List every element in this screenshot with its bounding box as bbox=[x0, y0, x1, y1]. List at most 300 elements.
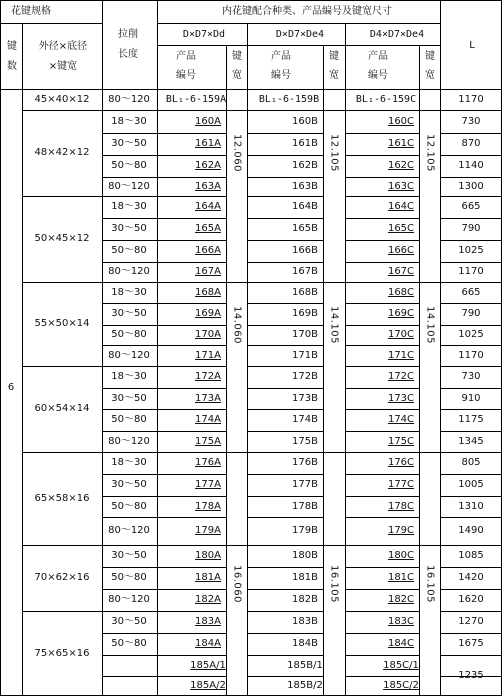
key-width-fit3: 12.105 bbox=[424, 134, 436, 172]
grid-hline bbox=[440, 496, 502, 497]
product-code-c: BL₁-6-159C bbox=[355, 93, 417, 105]
grid-hline bbox=[440, 474, 502, 475]
broach-length: 50～80 bbox=[111, 245, 147, 256]
grid-vline bbox=[247, 23, 248, 696]
product-code-b: 180B bbox=[292, 550, 318, 561]
broach-length: 50～80 bbox=[111, 160, 147, 171]
grid-hline bbox=[440, 409, 502, 410]
product-code-a: 181A bbox=[195, 572, 221, 583]
header-width-2a: 宽 bbox=[232, 70, 242, 81]
grid-hline bbox=[102, 303, 226, 304]
length-L: 1235 bbox=[458, 669, 484, 681]
grid-hline bbox=[247, 325, 323, 326]
grid-hline bbox=[102, 345, 226, 346]
grid-hline bbox=[345, 655, 419, 656]
grid-hline bbox=[247, 218, 323, 219]
grid-hline bbox=[22, 452, 102, 453]
product-code-b: 175B bbox=[292, 435, 318, 447]
length-L: 1490 bbox=[458, 525, 484, 536]
spline-dims: 70×62×16 bbox=[34, 572, 90, 583]
grid-hline bbox=[247, 655, 323, 656]
grid-vline bbox=[226, 45, 227, 696]
broach-length: 18～30 bbox=[111, 371, 147, 382]
grid-left bbox=[0, 0, 1, 696]
grid-hline bbox=[345, 676, 419, 677]
product-code-a: 160A bbox=[195, 115, 221, 127]
length-L: 1025 bbox=[458, 245, 484, 256]
grid-hline bbox=[22, 366, 102, 367]
broach-length: 80～120 bbox=[108, 435, 150, 447]
header-width-1a: 键 bbox=[232, 51, 242, 62]
grid-hline bbox=[345, 431, 419, 432]
product-code-a: 182A bbox=[195, 594, 221, 605]
broach-length: 50～80 bbox=[111, 329, 147, 340]
product-code-c: 184C bbox=[387, 638, 415, 649]
grid-hline bbox=[345, 240, 419, 241]
header-key-count-1: 键 bbox=[7, 41, 17, 52]
broach-length: 80～120 bbox=[108, 266, 150, 277]
grid-hline bbox=[345, 282, 419, 283]
product-code-b: 179B bbox=[292, 525, 318, 536]
grid-hline bbox=[345, 567, 419, 568]
product-code-c: 167C bbox=[387, 266, 415, 277]
product-code-c: 171C bbox=[387, 349, 415, 361]
broach-length: 30～50 bbox=[111, 138, 147, 149]
grid-hline bbox=[345, 496, 419, 497]
product-code-b: 173B bbox=[292, 392, 318, 404]
grid-hline bbox=[157, 45, 440, 46]
grid-hline bbox=[345, 409, 419, 410]
grid-hline bbox=[102, 262, 226, 263]
grid-hline bbox=[323, 282, 345, 283]
grid-hline bbox=[247, 345, 323, 346]
product-code-a: 163A bbox=[195, 180, 221, 192]
grid-hline bbox=[247, 567, 323, 568]
product-code-a: 175A bbox=[195, 435, 221, 447]
broach-length: 18～30 bbox=[111, 201, 147, 212]
product-code-c: 181C bbox=[387, 572, 415, 583]
product-code-a: 166A bbox=[195, 245, 221, 256]
product-code-c: 161C bbox=[387, 138, 415, 149]
grid-hline bbox=[440, 431, 502, 432]
length-L: 1175 bbox=[458, 414, 484, 425]
product-code-c: 178C bbox=[387, 500, 415, 512]
grid-hline bbox=[102, 452, 226, 453]
length-L: 1170 bbox=[458, 266, 484, 277]
product-code-a: 165A bbox=[195, 223, 221, 234]
header-spline-spec: 花键规格 bbox=[11, 6, 51, 17]
grid-hline bbox=[157, 23, 440, 24]
length-L: 910 bbox=[461, 392, 481, 404]
grid-hline bbox=[247, 196, 323, 197]
product-code-b: 172B bbox=[292, 371, 318, 382]
grid-hline bbox=[345, 303, 419, 304]
header-dims-1: 外径×底径 bbox=[38, 41, 88, 52]
grid-hline bbox=[247, 589, 323, 590]
grid-hline bbox=[102, 589, 226, 590]
length-L: 1310 bbox=[458, 500, 484, 512]
grid-hline bbox=[247, 388, 323, 389]
grid-hline bbox=[102, 496, 226, 497]
length-L: 1170 bbox=[458, 93, 484, 105]
product-code-a: 185A/1 bbox=[190, 659, 226, 671]
grid-hline bbox=[102, 366, 226, 367]
product-code-b: 170B bbox=[292, 329, 318, 340]
grid-vline bbox=[440, 0, 441, 696]
product-code-b: 160B bbox=[292, 115, 318, 127]
grid-hline bbox=[247, 155, 323, 156]
grid-hline bbox=[345, 545, 419, 546]
product-code-c: 170C bbox=[387, 329, 415, 340]
grid-hline bbox=[247, 240, 323, 241]
header-broach-length-2: 长度 bbox=[118, 49, 138, 60]
product-code-a: 171A bbox=[195, 349, 221, 361]
grid-hline bbox=[345, 218, 419, 219]
header-fit-2: D×D7×De4 bbox=[275, 29, 325, 40]
grid-hline bbox=[102, 177, 226, 178]
product-code-b: 171B bbox=[292, 349, 318, 361]
length-L: 1675 bbox=[458, 638, 484, 649]
product-code-c: 180C bbox=[387, 550, 415, 561]
spline-dims: 45×40×12 bbox=[34, 93, 90, 105]
product-code-b: 177B bbox=[292, 479, 318, 490]
product-code-b: 182B bbox=[292, 594, 318, 605]
grid-hline bbox=[102, 89, 226, 90]
product-code-a: 183A bbox=[195, 616, 221, 627]
broach-length: 30～50 bbox=[111, 392, 147, 404]
grid-hline bbox=[102, 431, 226, 432]
grid-hline bbox=[247, 409, 323, 410]
product-code-c: 174C bbox=[387, 414, 415, 425]
product-code-c: 160C bbox=[387, 115, 415, 127]
grid-hline bbox=[102, 409, 226, 410]
product-code-b: 185B/1 bbox=[287, 659, 323, 671]
grid-hline bbox=[247, 133, 323, 134]
length-L: 1140 bbox=[458, 160, 484, 171]
product-code-c: 173C bbox=[387, 392, 415, 404]
grid-hline bbox=[419, 282, 440, 283]
header-prod-2c: 编号 bbox=[368, 70, 388, 81]
product-code-c: 179C bbox=[387, 525, 415, 536]
grid-vline bbox=[157, 0, 158, 696]
key-width-fit2: 16.105 bbox=[328, 565, 340, 603]
grid-hline bbox=[22, 110, 102, 111]
product-code-b: 161B bbox=[292, 138, 318, 149]
grid-hline bbox=[345, 110, 419, 111]
product-code-b: 185B/2 bbox=[287, 680, 323, 691]
grid-hline bbox=[247, 431, 323, 432]
grid-hline bbox=[419, 110, 440, 111]
grid-hline bbox=[22, 545, 102, 546]
product-code-b: BL₁-6-159B bbox=[258, 93, 320, 105]
key-width-fit3: 16.105 bbox=[424, 565, 436, 603]
grid-hline bbox=[22, 89, 102, 90]
product-code-c: 182C bbox=[387, 594, 415, 605]
product-code-a: 169A bbox=[195, 308, 221, 319]
product-code-b: 167B bbox=[292, 266, 318, 277]
grid-hline bbox=[102, 133, 226, 134]
product-code-c: 176C bbox=[387, 457, 415, 468]
grid-hline bbox=[345, 517, 419, 518]
broach-length: 30～50 bbox=[111, 479, 147, 490]
grid-hline bbox=[440, 567, 502, 568]
header-prod-2a: 编号 bbox=[176, 70, 196, 81]
grid-hline bbox=[419, 545, 440, 546]
key-count-value: 6 bbox=[7, 382, 15, 393]
product-code-b: 164B bbox=[292, 201, 318, 212]
grid-hline bbox=[247, 366, 323, 367]
product-code-c: 165C bbox=[387, 223, 415, 234]
grid-hline bbox=[345, 452, 419, 453]
product-code-b: 162B bbox=[292, 160, 318, 171]
product-code-a: 178A bbox=[195, 500, 221, 512]
product-code-c: 162C bbox=[387, 160, 415, 171]
product-code-b: 183B bbox=[292, 616, 318, 627]
length-L: 1005 bbox=[458, 479, 484, 490]
product-code-b: 169B bbox=[292, 308, 318, 319]
grid-hline bbox=[345, 474, 419, 475]
length-L: 805 bbox=[461, 457, 481, 468]
grid-vline bbox=[323, 45, 324, 696]
spline-dims: 48×42×12 bbox=[34, 147, 90, 158]
grid-hline bbox=[440, 611, 502, 612]
length-L: 1300 bbox=[458, 180, 484, 192]
grid-hline bbox=[345, 196, 419, 197]
header-fit-title: 内花键配合种类、产品编号及键宽尺寸 bbox=[222, 6, 392, 17]
product-code-b: 163B bbox=[292, 180, 318, 192]
grid-hline bbox=[226, 89, 247, 90]
header-L: L bbox=[469, 40, 475, 51]
grid-hline bbox=[323, 545, 345, 546]
broach-length: 80～120 bbox=[108, 594, 150, 605]
grid-hline bbox=[440, 282, 502, 283]
length-L: 1085 bbox=[458, 550, 484, 561]
grid-hline bbox=[440, 452, 502, 453]
length-L: 1025 bbox=[458, 329, 484, 340]
grid-vline bbox=[345, 23, 346, 696]
grid-hline bbox=[247, 517, 323, 518]
product-code-a: 180A bbox=[195, 550, 221, 561]
grid-hline bbox=[345, 133, 419, 134]
length-L: 1420 bbox=[458, 572, 484, 583]
product-code-a: 173A bbox=[195, 392, 221, 404]
grid-hline bbox=[345, 345, 419, 346]
grid-hline bbox=[345, 89, 419, 90]
product-code-a: 167A bbox=[195, 266, 221, 277]
broach-length: 80～120 bbox=[108, 180, 150, 192]
header-width-2c: 宽 bbox=[425, 70, 435, 81]
broach-length: 18～30 bbox=[111, 286, 147, 298]
grid-hline bbox=[247, 496, 323, 497]
length-L: 730 bbox=[461, 371, 481, 382]
product-code-b: 165B bbox=[292, 223, 318, 234]
grid-hline bbox=[102, 676, 226, 677]
key-width-fit1: 14.060 bbox=[231, 306, 243, 344]
length-L: 790 bbox=[461, 308, 481, 319]
grid-hline bbox=[440, 366, 502, 367]
grid-hline bbox=[345, 177, 419, 178]
grid-hline bbox=[440, 589, 502, 590]
product-code-b: 166B bbox=[292, 245, 318, 256]
grid-hline bbox=[440, 218, 502, 219]
grid-hline bbox=[102, 545, 226, 546]
grid-hline bbox=[440, 240, 502, 241]
spline-dims: 55×50×14 bbox=[34, 318, 90, 329]
product-code-a: 184A bbox=[195, 638, 221, 649]
grid-vline bbox=[102, 0, 103, 696]
grid-hline bbox=[22, 282, 102, 283]
grid-hline bbox=[247, 177, 323, 178]
grid-hline bbox=[102, 282, 226, 283]
grid-hline bbox=[345, 589, 419, 590]
grid-hline bbox=[440, 177, 502, 178]
grid-hline bbox=[440, 345, 502, 346]
broach-length: 80～120 bbox=[108, 525, 150, 536]
product-code-c: 172C bbox=[387, 371, 415, 382]
header-prod-1c: 产品 bbox=[368, 51, 388, 62]
product-code-c: 175C bbox=[387, 435, 415, 447]
product-code-b: 174B bbox=[292, 414, 318, 425]
grid-hline bbox=[102, 196, 226, 197]
grid-hline bbox=[345, 155, 419, 156]
product-code-a: 168A bbox=[195, 286, 221, 298]
grid-hline bbox=[440, 633, 502, 634]
length-L: 870 bbox=[461, 138, 481, 149]
spline-dims: 65×58×16 bbox=[34, 492, 90, 504]
grid-hline bbox=[102, 388, 226, 389]
grid-hline bbox=[323, 110, 345, 111]
grid-hline bbox=[247, 262, 323, 263]
length-L: 665 bbox=[461, 286, 481, 298]
key-width-fit2: 12.105 bbox=[328, 134, 340, 172]
product-code-a: 172A bbox=[195, 371, 221, 382]
grid-hline bbox=[440, 196, 502, 197]
grid-hline bbox=[345, 388, 419, 389]
grid-hline bbox=[323, 89, 345, 90]
grid-hline bbox=[440, 517, 502, 518]
grid-hline bbox=[102, 474, 226, 475]
grid-hline bbox=[419, 89, 440, 90]
grid-hline bbox=[440, 110, 502, 111]
spline-dims: 75×65×16 bbox=[34, 647, 90, 659]
grid-hline bbox=[102, 517, 226, 518]
product-code-b: 176B bbox=[292, 457, 318, 468]
grid-hline bbox=[419, 452, 440, 453]
grid-hline bbox=[22, 196, 102, 197]
key-width-fit1: 16.060 bbox=[231, 565, 243, 603]
grid-hline bbox=[440, 133, 502, 134]
grid-vline bbox=[22, 23, 23, 696]
grid-hline bbox=[247, 282, 323, 283]
grid-hline bbox=[440, 89, 502, 90]
product-code-a: BL₁-6-159A bbox=[165, 93, 227, 105]
broach-length: 50～80 bbox=[111, 572, 147, 583]
grid-hline bbox=[226, 282, 247, 283]
product-code-a: 176A bbox=[195, 457, 221, 468]
grid-hline bbox=[102, 218, 226, 219]
grid-hline bbox=[226, 452, 247, 453]
grid-hline bbox=[102, 633, 226, 634]
grid-hline bbox=[440, 325, 502, 326]
broach-length: 30～50 bbox=[111, 616, 147, 627]
product-code-c: 183C bbox=[387, 616, 415, 627]
product-code-a: 170A bbox=[195, 329, 221, 340]
broach-length: 50～80 bbox=[111, 500, 147, 512]
broach-length: 50～80 bbox=[111, 638, 147, 649]
header-width-1c: 键 bbox=[425, 51, 435, 62]
grid-hline bbox=[345, 262, 419, 263]
product-code-c: 169C bbox=[387, 308, 415, 319]
broach-length: 50～80 bbox=[111, 414, 147, 425]
product-code-a: 162A bbox=[195, 160, 221, 171]
broach-length: 80～120 bbox=[108, 93, 150, 105]
length-L: 1345 bbox=[458, 435, 484, 447]
grid-hline bbox=[345, 366, 419, 367]
grid-hline bbox=[0, 23, 102, 24]
header-prod-2b: 编号 bbox=[271, 70, 291, 81]
grid-hline bbox=[247, 611, 323, 612]
grid-hline bbox=[226, 545, 247, 546]
product-code-a: 164A bbox=[195, 201, 221, 212]
header-fit-1: D×D7×Dd bbox=[182, 29, 226, 40]
grid-hline bbox=[102, 655, 226, 656]
grid-hline bbox=[247, 474, 323, 475]
header-prod-1b: 产品 bbox=[271, 51, 291, 62]
product-code-a: 177A bbox=[195, 479, 221, 490]
length-L: 1620 bbox=[458, 594, 484, 605]
grid-hline bbox=[102, 325, 226, 326]
grid-hline bbox=[247, 452, 323, 453]
grid-hline bbox=[102, 110, 226, 111]
broach-length: 18～30 bbox=[111, 457, 147, 468]
grid-hline bbox=[247, 545, 323, 546]
product-code-c: 177C bbox=[387, 479, 415, 490]
product-code-c: 185C/2 bbox=[383, 680, 419, 691]
grid-hline bbox=[440, 155, 502, 156]
product-code-b: 184B bbox=[292, 638, 318, 649]
spline-dims: 50×45×12 bbox=[34, 233, 90, 244]
header-prod-1a: 产品 bbox=[176, 51, 196, 62]
product-code-c: 168C bbox=[387, 286, 415, 298]
grid-hline bbox=[226, 110, 247, 111]
grid-hline bbox=[247, 89, 323, 90]
grid-top bbox=[0, 0, 502, 1]
grid-hline bbox=[247, 110, 323, 111]
header-fit-3: D4×D7×De4 bbox=[369, 29, 425, 40]
product-code-c: 164C bbox=[387, 201, 415, 212]
product-code-c: 166C bbox=[387, 245, 415, 256]
header-broach-length-1: 拉削 bbox=[118, 29, 138, 40]
broach-length: 18～30 bbox=[111, 115, 147, 127]
grid-hline bbox=[440, 303, 502, 304]
grid-hline bbox=[345, 633, 419, 634]
grid-hline bbox=[22, 611, 102, 612]
broach-length: 30～50 bbox=[111, 308, 147, 319]
key-width-fit3: 14.105 bbox=[424, 306, 436, 344]
header-dims-2: ×键宽 bbox=[48, 61, 78, 72]
grid-hline bbox=[247, 676, 323, 677]
grid-vline bbox=[419, 45, 420, 696]
length-L: 790 bbox=[461, 223, 481, 234]
length-L: 1170 bbox=[458, 349, 484, 361]
broach-length: 80～120 bbox=[108, 349, 150, 361]
grid-hline bbox=[440, 545, 502, 546]
grid-hline bbox=[345, 325, 419, 326]
product-code-c: 163C bbox=[387, 180, 415, 192]
grid-hline bbox=[102, 567, 226, 568]
product-code-b: 178B bbox=[292, 500, 318, 512]
product-code-a: 185A/2 bbox=[190, 680, 226, 691]
